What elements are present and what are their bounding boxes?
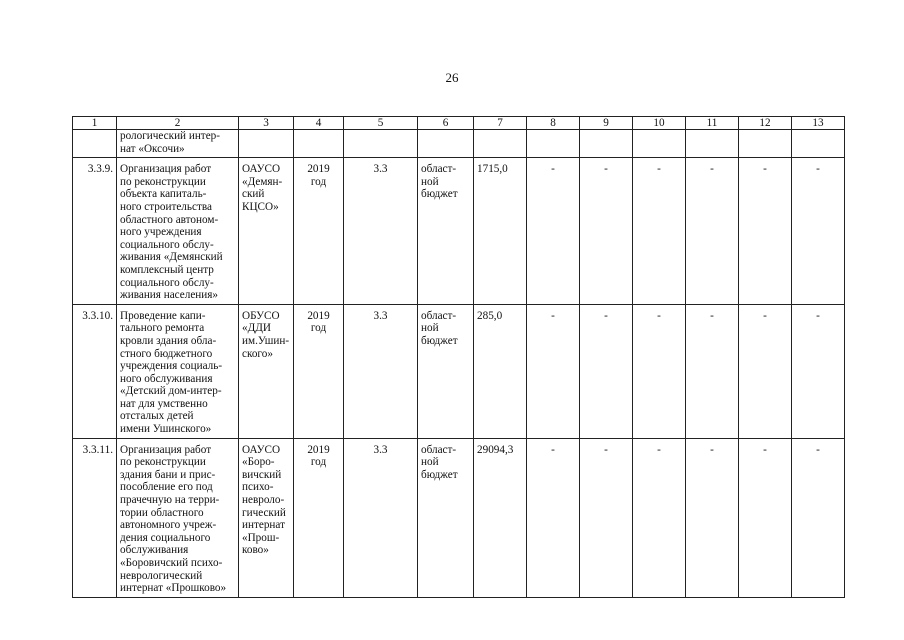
table-cell-col-13: - bbox=[792, 438, 845, 597]
table-cell-col-10: - bbox=[633, 304, 686, 438]
table-row bbox=[73, 158, 845, 305]
table-cell-col-2: Организация работ по реконструкции объекта капиталь- ного строительства областного автоном- ного учреждения социального обслу- живания «Демянский комплексный центр социального обслу- живания населения» bbox=[117, 158, 239, 305]
column-header-4: 4 bbox=[294, 117, 344, 130]
table-row-continuation bbox=[73, 130, 845, 158]
table-cell-col-6 bbox=[418, 130, 474, 158]
column-header-13: 13 bbox=[792, 117, 845, 130]
table-cell-col-5: 3.3 bbox=[344, 438, 418, 597]
column-header-10: 10 bbox=[633, 117, 686, 130]
column-header-2: 2 bbox=[117, 117, 239, 130]
table-cell-col-3: ОБУСО «ДДИ им.Ушин- ского» bbox=[239, 304, 294, 438]
table-cell-col-4: 2019 год bbox=[294, 438, 344, 597]
column-header-1: 1 bbox=[73, 117, 117, 130]
table-cell-col-4: 2019 год bbox=[294, 158, 344, 305]
page-number: 26 bbox=[445, 70, 459, 85]
table-cell-col-2: Организация работ по реконструкции здания бани и прис- пособление его под прачечную на терри- тории областного автономного учреж- дения социального обслуживания «Боровичский психо- неврологический интернат «Прошково» bbox=[117, 438, 239, 597]
column-header-7: 7 bbox=[474, 117, 527, 130]
table-cell-col-10 bbox=[633, 130, 686, 158]
column-header-6: 6 bbox=[418, 117, 474, 130]
table-cell-col-5: 3.3 bbox=[344, 304, 418, 438]
table-cell-col-4: 2019 год bbox=[294, 304, 344, 438]
table-cell-col-13: - bbox=[792, 304, 845, 438]
table-cell-col-6: област- ной бюджет bbox=[418, 304, 474, 438]
table-cell-col-11: - bbox=[686, 438, 739, 597]
table-cell-col-9 bbox=[580, 130, 633, 158]
table-cell-col-3: ОАУСО «Демян- ский КЦСО» bbox=[239, 158, 294, 305]
table-cell-col-2: рологический интер- нат «Оксочи» bbox=[117, 130, 239, 158]
table-cell-col-10: - bbox=[633, 438, 686, 597]
table-cell-col-7 bbox=[474, 130, 527, 158]
table-cell-col-11: - bbox=[686, 304, 739, 438]
table-cell-col-11 bbox=[686, 130, 739, 158]
column-header-11: 11 bbox=[686, 117, 739, 130]
table-cell-col-3 bbox=[239, 130, 294, 158]
table-cell-col-8 bbox=[527, 130, 580, 158]
column-header-8: 8 bbox=[527, 117, 580, 130]
table-cell-col-6: област- ной бюджет bbox=[418, 158, 474, 305]
table-cell-col-9: - bbox=[580, 438, 633, 597]
table-cell-col-1: 3.3.11. bbox=[73, 438, 117, 597]
table-cell-col-13 bbox=[792, 130, 845, 158]
table-cell-col-13: - bbox=[792, 158, 845, 305]
table-cell-col-1 bbox=[73, 130, 117, 158]
table-cell-col-4 bbox=[294, 130, 344, 158]
table-cell-col-12: - bbox=[739, 158, 792, 305]
table-cell-col-9: - bbox=[580, 158, 633, 305]
table-cell-col-1: 3.3.9. bbox=[73, 158, 117, 305]
column-header-9: 9 bbox=[580, 117, 633, 130]
table-cell-col-9: - bbox=[580, 304, 633, 438]
table-cell-col-12: - bbox=[739, 304, 792, 438]
table-cell-col-7: 285,0 bbox=[474, 304, 527, 438]
budget-table bbox=[72, 116, 845, 598]
table-cell-col-12: - bbox=[739, 438, 792, 597]
column-header-3: 3 bbox=[239, 117, 294, 130]
table-cell-col-5 bbox=[344, 130, 418, 158]
table-cell-col-8: - bbox=[527, 158, 580, 305]
table-row bbox=[73, 438, 845, 597]
column-header-12: 12 bbox=[739, 117, 792, 130]
table-row bbox=[73, 304, 845, 438]
table-cell-col-3: ОАУСО «Боро- вичский психо- невроло- гический интернат «Прош- ково» bbox=[239, 438, 294, 597]
table-cell-col-8: - bbox=[527, 438, 580, 597]
table-cell-col-6: област- ной бюджет bbox=[418, 438, 474, 597]
table-cell-col-12 bbox=[739, 130, 792, 158]
table-cell-col-7: 29094,3 bbox=[474, 438, 527, 597]
table-cell-col-10: - bbox=[633, 158, 686, 305]
table-cell-col-1: 3.3.10. bbox=[73, 304, 117, 438]
table-cell-col-5: 3.3 bbox=[344, 158, 418, 305]
column-header-5: 5 bbox=[344, 117, 418, 130]
table-cell-col-7: 1715,0 bbox=[474, 158, 527, 305]
table-cell-col-11: - bbox=[686, 158, 739, 305]
table-cell-col-8: - bbox=[527, 304, 580, 438]
table-header-row bbox=[73, 117, 845, 130]
table-cell-col-2: Проведение капи- тального ремонта кровли здания обла- стного бюджетного учреждения социаль- ного обслуживания «Детский дом-интер- нат для умственно отсталых детей имени Ушинского» bbox=[117, 304, 239, 438]
